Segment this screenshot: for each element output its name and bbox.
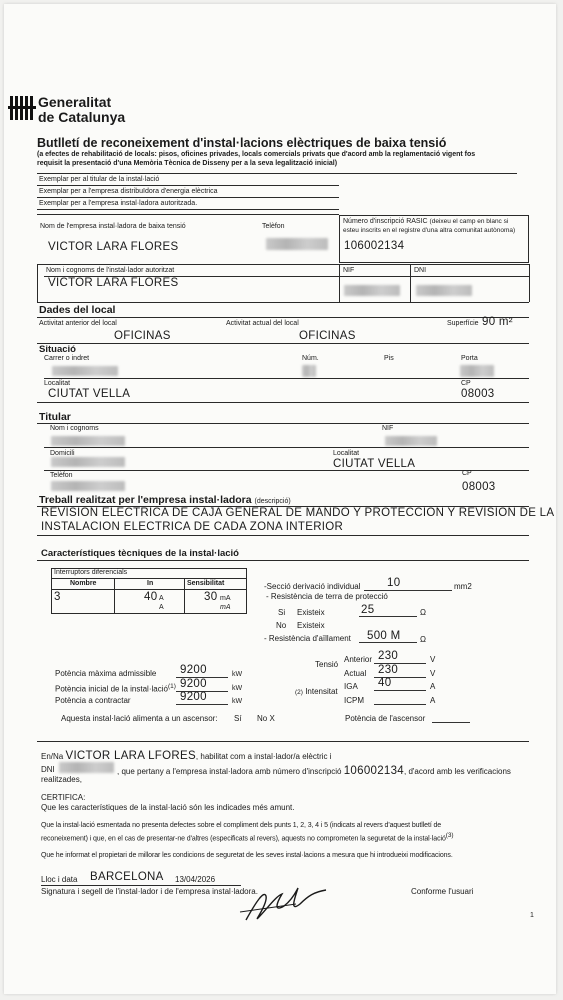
diff-row-number: 3 bbox=[54, 591, 61, 603]
signature-label: Signatura i segell de l'instal·lador i de l'empresa instal·ladora. bbox=[41, 887, 258, 896]
col-number-header: Nombre bbox=[70, 580, 97, 587]
pinit-label: Potència inicial de la instal·lació$^{(1)}$ bbox=[55, 683, 176, 694]
cert-paragraph-3: Que he informat el propietari de millorar les condicions de seguretat de les seves instal·lacions a mesura que hi introdueixi modificacions. bbox=[41, 852, 453, 859]
titular-name-label: Nom i cognoms bbox=[50, 425, 99, 432]
icpm-amp: A bbox=[430, 696, 436, 705]
tensio-label: Tensió bbox=[315, 660, 339, 669]
installer-label: Nom i cognoms de l'instal·lador autoritzat bbox=[46, 267, 175, 274]
diff-row-sens-unit: mA bbox=[220, 595, 231, 602]
copy-distributor: Exemplar per a l'empresa distribuïdora d'energia elèctrica bbox=[39, 188, 218, 195]
prev-activity-label: Activitat anterior del local bbox=[39, 320, 117, 327]
intensitat-label: (2) Intensitat bbox=[295, 687, 338, 696]
elevator-no: No X bbox=[257, 714, 275, 723]
installer-value: VICTOR LARA FLORES bbox=[48, 277, 179, 289]
pinit-value: 9200 bbox=[180, 678, 207, 690]
local-section-title: Dades del local bbox=[39, 304, 116, 316]
subtitle-line2: requisit la presentació d'una Memòria Tècnica de Disseny per a la seva legalització inicial) bbox=[37, 160, 338, 167]
rasic-label: Número d'inscripció RASIC (deixeu el camp en blanc si bbox=[343, 218, 509, 225]
cert-dni-line: , que pertany a l'empresa instal·ladora amb número d'inscripció 106002134, d'acord amb les verificacions bbox=[117, 765, 511, 777]
place-value: BARCELONA bbox=[90, 871, 164, 883]
cert-realitzades: realitzades, bbox=[41, 775, 82, 784]
titular-city-value: CIUTAT VELLA bbox=[333, 458, 416, 470]
titular-nif-redacted bbox=[385, 436, 437, 446]
cp-label: CP bbox=[461, 380, 471, 387]
derivation-value: 10 bbox=[387, 577, 401, 589]
city-value: CIUTAT VELLA bbox=[48, 388, 131, 400]
installer-dni-redacted bbox=[416, 285, 472, 296]
date-value: 13/04/2026 bbox=[175, 875, 216, 884]
cp-value: 08003 bbox=[461, 388, 495, 400]
org-name-line1: Generalitat bbox=[38, 94, 112, 110]
derivation-unit: mm2 bbox=[454, 582, 472, 591]
company-name-label: Nom de l'empresa instal·ladora de baixa tensió bbox=[40, 223, 186, 230]
street-redacted bbox=[52, 366, 118, 376]
elevator-yes: Sí bbox=[234, 714, 242, 723]
work-title: Treball realitzat per l'empresa instal·ladora (descripció) bbox=[39, 494, 291, 506]
pcontr-label: Potència a contractar bbox=[55, 696, 131, 705]
diff-row-sens: 30 bbox=[204, 591, 218, 603]
actual-volt: V bbox=[430, 669, 436, 678]
titular-cp-value: 08003 bbox=[462, 481, 496, 493]
copy-titular: Exemplar per al titular de la instal·lació bbox=[39, 176, 160, 183]
rasic-value: 106002134 bbox=[344, 240, 405, 252]
org-name-line2: de Catalunya bbox=[38, 109, 126, 125]
curr-activity-label: Activitat actual del local bbox=[226, 320, 299, 327]
number-redacted bbox=[302, 365, 316, 377]
icpm-label: ICPM bbox=[344, 696, 364, 705]
titular-cp-label: CP bbox=[462, 470, 472, 477]
titular-title: Titular bbox=[39, 411, 71, 423]
curr-activity-value: OFICINAS bbox=[299, 330, 356, 342]
earth-no-existeix: Existeix bbox=[297, 621, 325, 630]
pmax-value: 9200 bbox=[180, 664, 207, 676]
pmax-kw: kW bbox=[232, 671, 243, 678]
cert-certifica: CERTIFICA: bbox=[41, 793, 86, 802]
floor-label: Pis bbox=[384, 355, 394, 362]
cert-dni-prefix: DNI bbox=[41, 765, 55, 774]
copy-installer: Exemplar per a l'empresa instal·ladora autoritzada. bbox=[39, 200, 198, 207]
iga-amp: A bbox=[430, 682, 436, 691]
iga-value: 40 bbox=[378, 677, 392, 689]
insulation-ohm: Ω bbox=[420, 635, 426, 644]
col-in-header: In bbox=[147, 580, 154, 587]
diff-row-in: 40 bbox=[144, 591, 158, 603]
anterior-value: 230 bbox=[378, 650, 399, 662]
iga-label: IGA bbox=[344, 682, 358, 691]
cert-paragraph-1: Que les característiques de la instal·lació són les indicades més amunt. bbox=[41, 803, 295, 812]
actual-label: Actual bbox=[344, 669, 367, 678]
insulation-value: 500 M bbox=[367, 630, 401, 642]
earth-value: 25 bbox=[361, 604, 375, 616]
anterior-volt: V bbox=[430, 655, 436, 664]
street-number-label: Núm. bbox=[302, 355, 319, 362]
titular-address-label: Domicili bbox=[50, 450, 75, 457]
work-line1: REVISION ELECTRICA DE CAJA GENERAL DE MANDO Y PROTECCION Y REVISION DE LA bbox=[41, 507, 555, 519]
company-name-value: VICTOR LARA FLORES bbox=[48, 241, 179, 253]
pcontr-value: 9200 bbox=[180, 691, 207, 703]
cert-paragraph-2a: Que la instal·lació esmentada no presenta defectes sobre el compliment dels punts 1, 2, 3, 4 i 5 (indicats al revers d'aquest butlletí de bbox=[41, 822, 442, 829]
earth-no-label: No bbox=[276, 621, 287, 630]
elevator-power-label: Potència de l'ascensor bbox=[345, 714, 426, 723]
cert-enna-line: En/Na VICTOR LARA LFORES, habilitat com a instal·lador/a elèctric i bbox=[41, 750, 332, 762]
installer-nif-label: NIF bbox=[343, 267, 355, 274]
place-date-label: Lloc i data bbox=[41, 875, 78, 884]
actual-value: 230 bbox=[378, 664, 399, 676]
installer-dni-label: DNI bbox=[414, 267, 427, 274]
titular-phone-label: Telèfon bbox=[50, 472, 73, 479]
work-line2: INSTALACION ELECTRICA DE CADA ZONA INTERIOR bbox=[41, 521, 344, 533]
differential-title: Interruptors diferencials bbox=[54, 569, 128, 576]
document-page bbox=[4, 4, 556, 994]
pinit-kw: kW bbox=[232, 685, 243, 692]
situacio-title: Situació bbox=[39, 344, 76, 355]
generalitat-logo-icon bbox=[10, 96, 34, 120]
pcontr-kw: kW bbox=[232, 698, 243, 705]
tech-section-title: Característiques tècniques de la instal·lació bbox=[41, 548, 239, 559]
street-label: Carrer o indret bbox=[44, 355, 90, 362]
surface-label: Superfície bbox=[447, 320, 479, 327]
diff-empty-in-unit: A bbox=[159, 604, 164, 611]
city-label: Localitat bbox=[44, 380, 71, 387]
user-conform-label: Conforme l'usuari bbox=[411, 887, 474, 896]
titular-nif-label: NIF bbox=[382, 425, 394, 432]
rasic-note: esteu inscrits en el registre d'una altra comunitat autònoma) bbox=[343, 227, 516, 234]
diff-empty-sens-unit: mA bbox=[220, 604, 231, 611]
door-redacted bbox=[460, 365, 494, 377]
surface-value: 90 m² bbox=[482, 316, 513, 328]
cert-paragraph-2b: reconeixement) i que, en el cas de presentar-ne d'altres (especificats al revers), aquests no comprometen la seguretat de la instal·lació$^{(3)}$ bbox=[41, 832, 454, 843]
phone-redacted bbox=[266, 238, 328, 250]
earth-si-label: Si bbox=[278, 608, 286, 617]
derivation-label: -Secció derivació individual bbox=[264, 582, 361, 591]
installer-signature bbox=[236, 882, 336, 926]
titular-address-redacted bbox=[51, 457, 125, 467]
company-phone-label: Telèfon bbox=[262, 223, 285, 230]
earth-label: - Resistència de terra de protecció bbox=[266, 592, 388, 601]
door-label: Porta bbox=[461, 355, 478, 362]
earth-si-existeix: Existeix bbox=[297, 608, 325, 617]
titular-phone-redacted bbox=[51, 481, 125, 491]
col-sens-header: Sensibilitat bbox=[187, 580, 225, 587]
anterior-label: Anterior bbox=[344, 655, 373, 664]
subtitle-line1: (a efectes de rehabilitació de locals: pisos, oficines privades, locals comercials privats que d'acord amb la reglamentació vigent fos bbox=[37, 151, 476, 158]
insulation-label: - Resistència d'aïllament bbox=[264, 634, 351, 643]
installer-nif-redacted bbox=[344, 285, 400, 296]
elevator-question: Aquesta instal·lació alimenta a un ascensor: bbox=[61, 714, 218, 723]
pmax-label: Potència màxima admissible bbox=[55, 669, 157, 678]
page-number: 1 bbox=[530, 912, 534, 919]
earth-ohm: Ω bbox=[420, 608, 426, 617]
titular-city-label: Localitat bbox=[333, 450, 360, 457]
titular-name-redacted bbox=[51, 436, 125, 446]
prev-activity-value: OFICINAS bbox=[114, 330, 171, 342]
document-title: Butlletí de reconeixement d'instal·lacions elèctriques de baixa tensió bbox=[37, 136, 447, 150]
diff-row-in-unit: A bbox=[159, 595, 164, 602]
cert-dni-redacted bbox=[59, 762, 114, 773]
